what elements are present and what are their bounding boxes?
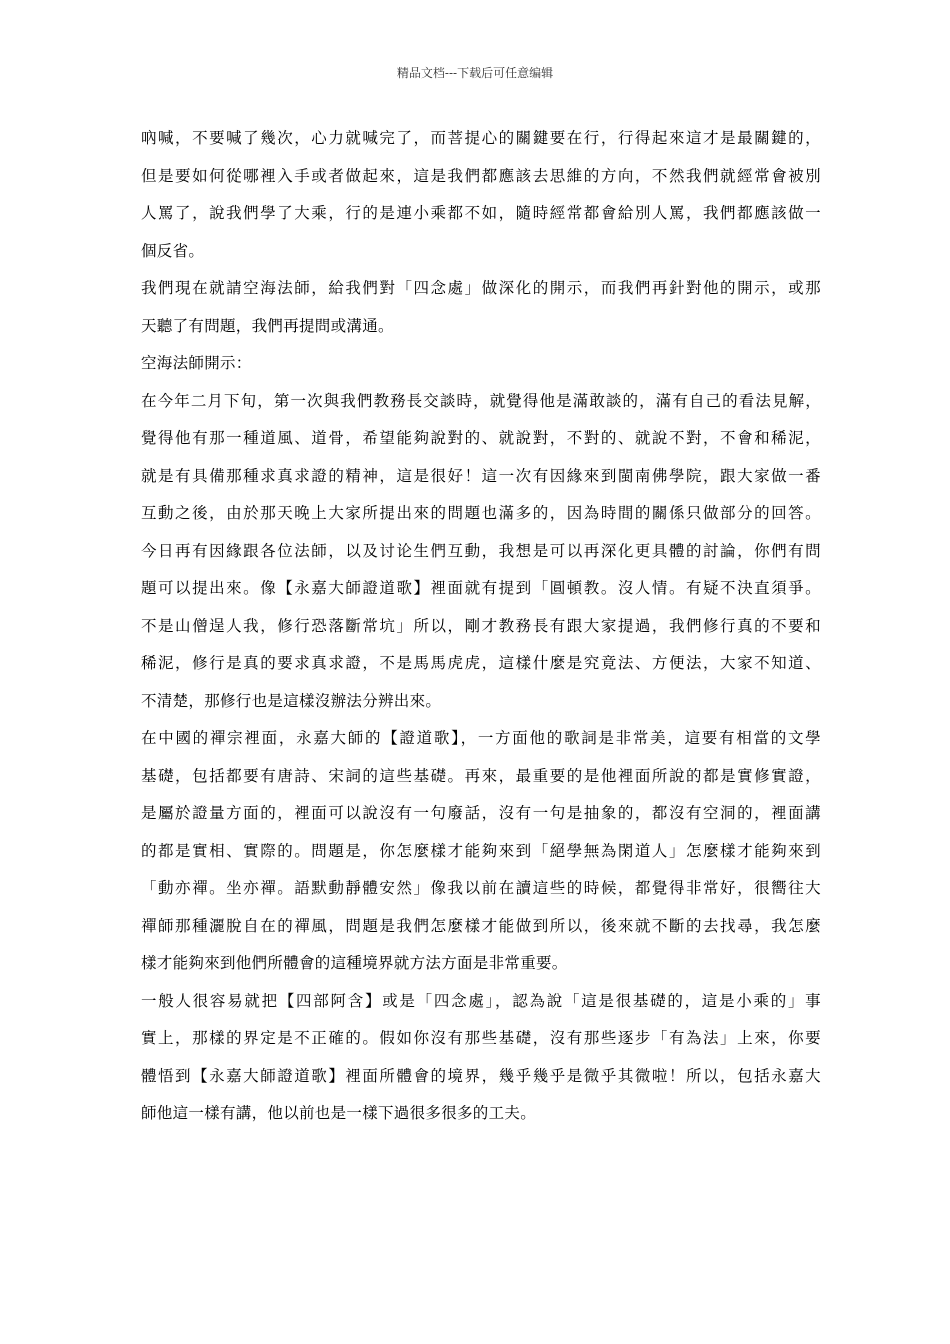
document-body [141, 120, 821, 1133]
text-line: 的都是實相、實際的。問題是，你怎麼樣才能夠來到「絕學無為閑道人」怎麼樣才能夠來到 [141, 841, 821, 860]
text-line: 禪師那種灑脫自在的禪風，問題是我們怎麼樣才能做到所以，後來就不斷的去找尋，我怎麼 [141, 916, 821, 935]
text-line: 在中國的禪宗裡面，永嘉大師的【證道歌】，一方面他的歌詞是非常美，這要有相當的文學 [141, 729, 821, 747]
text-line: 稀泥，修行是真的要求真求證，不是馬馬虎虎，這樣什麼是究竟法、方便法，大家不知道、 [141, 654, 821, 672]
text-line: 題可以提出來。像【永嘉大師證道歌】裡面就有提到「圓頓教。沒人情。有疑不決直須爭。 [141, 579, 821, 597]
text-line: 體悟到【永嘉大師證道歌】裡面所體會的境界，幾乎幾乎是微乎其微啦！所以，包括永嘉大 [141, 1066, 821, 1085]
text-line: 不清楚，那修行也是這樣沒辦法分辨出來。 [141, 691, 442, 710]
text-line: 但是要如何從哪裡入手或者做起來，這是我們都應該去思維的方向，不然我們就經常會被別 [141, 166, 821, 185]
text-line: 互動之後，由於那天晚上大家所提出來的問題也滿多的，因為時間的關係只做部分的回答。 [141, 504, 821, 522]
text-line: 是屬於證量方面的，裡面可以說沒有一句廢話，沒有一句是抽象的，都沒有空洞的，裡面講 [141, 804, 821, 822]
text-line: 在今年二月下旬，第一次與我們教務長交談時，就覺得他是滿敢談的，滿有自己的看法見解， [141, 391, 821, 410]
text-line: 「動亦禪。坐亦禪。語默動靜體安然」像我以前在讀這些的時候，都覺得非常好，很嚮往大 [141, 879, 821, 897]
page-header: 精品文档---下载后可任意编辑 [396, 66, 554, 80]
text-line: 就是有具備那種求真求證的精神，這是很好！這一次有因緣來到閩南佛學院，跟大家做一番 [141, 466, 821, 485]
text-line: 我們現在就請空海法師，給我們對「四念處」做深化的開示，而我們再針對他的開示，或那 [141, 279, 821, 297]
text-line: 吶喊，不要喊了幾次，心力就喊完了，而菩提心的關鍵要在行，行得起來這才是最關鍵的， [141, 129, 821, 147]
text-line: 個反省。 [141, 241, 205, 260]
text-line: 師他這一樣有講，他以前也是一樣下過很多很多的工夫。 [141, 1104, 537, 1122]
text-line: 天聽了有問題，我們再提問或溝通。 [141, 316, 394, 335]
text-line: 人罵了，說我們學了大乘，行的是連小乘都不如，隨時經常都會給別人罵，我們都應該做一 [141, 204, 821, 222]
text-line: 不是山僧逞人我，修行恐落斷常坑」所以，剛才教務長有跟大家提過，我們修行真的不要和 [141, 616, 821, 635]
text-line: 一般人很容易就把【四部阿含】或是「四念處」，認為說「這是很基礎的，這是小乘的」事 [141, 991, 821, 1010]
text-line: 今日再有因緣跟各位法師，以及讨论生們互動，我想是可以再深化更具體的討論，你們有問 [141, 541, 821, 560]
text-line: 覺得他有那一種道風、道骨，希望能夠說對的、就說對，不對的、就說不對，不會和稀泥， [141, 429, 821, 447]
text-line: 空海法師開示： [141, 354, 252, 372]
text-line: 樣才能夠來到他們所體會的這種境界就方法方面是非常重要。 [141, 954, 568, 972]
text-line: 實上，那樣的界定是不正確的。假如你沒有那些基礎，沒有那些逐步「有為法」上來，你要 [141, 1029, 821, 1047]
text-line: 基礎，包括都要有唐詩、宋詞的這些基礎。再來，最重要的是他裡面所說的都是實修實證， [141, 766, 821, 785]
